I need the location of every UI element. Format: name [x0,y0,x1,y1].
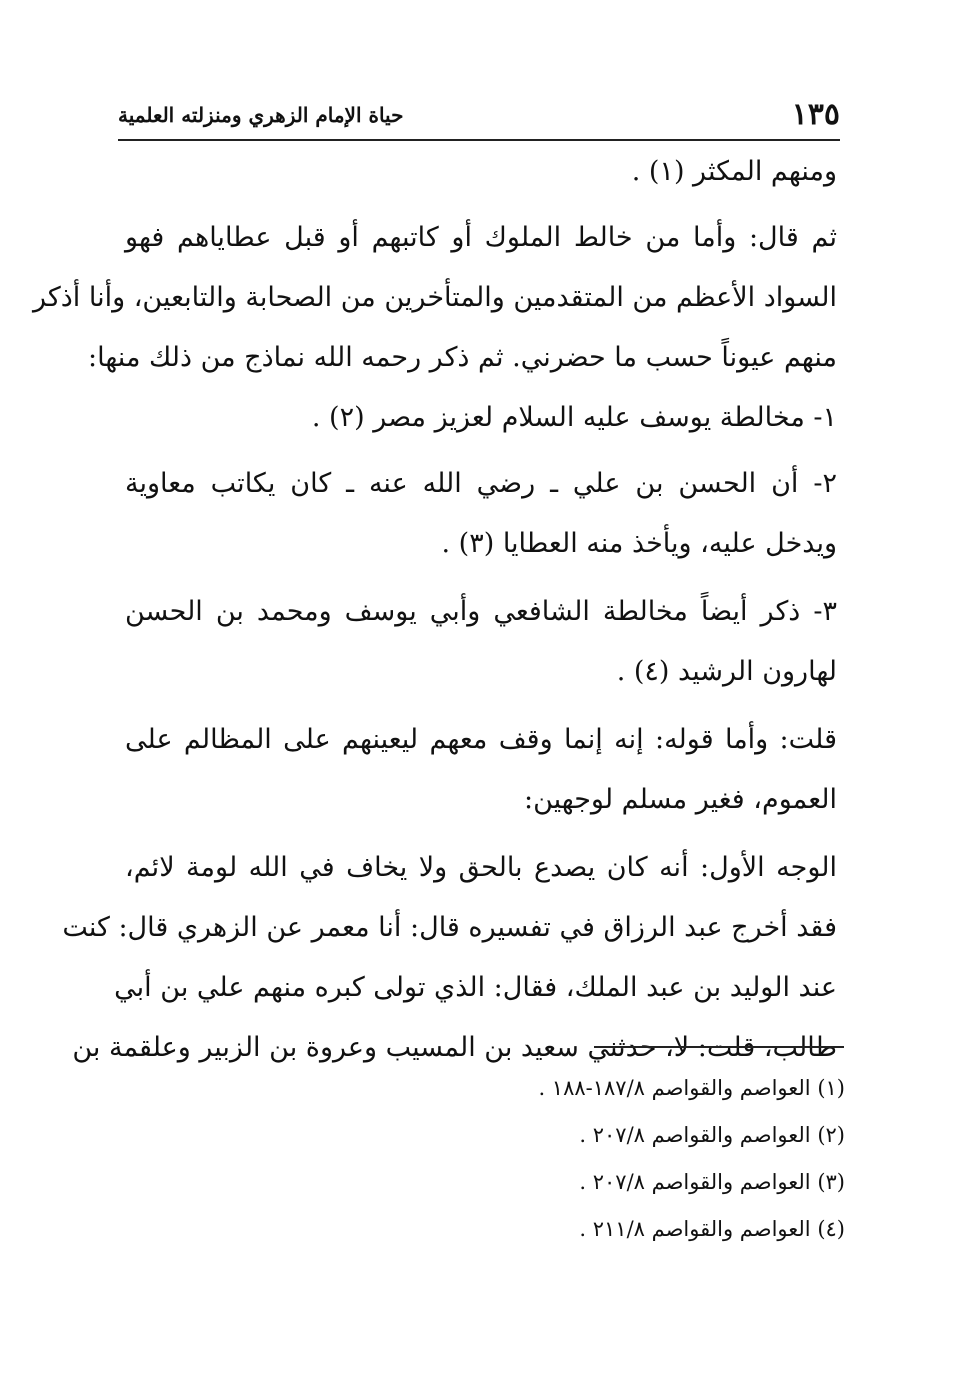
footnote: (٤) العواصم والقواصم ٢١١/٨ . [579,1217,845,1241]
footnote: (١) العواصم والقواصم ١٨٧/٨-١٨٨ . [538,1076,845,1100]
text-line: ثم قال: وأما من خالط الملوك أو كاتبهم أو قبل عطاياهم فهو [125,222,837,253]
text-line: لهارون الرشيد (٤) . [616,656,837,687]
text-line: العموم، فغير مسلم لوجهين: [523,784,837,815]
page-number: ١٣٥ [791,97,840,132]
text-line: الوجه الأول: أنه كان يصدع بالحق ولا يخاف في الله لومة لائم، [125,852,837,883]
footnotes [400,1072,845,1260]
text-line: ويدخل عليه، ويأخذ منه العطايا (٣) . [441,528,837,559]
footnote: (٢) العواصم والقواصم ٢٠٧/٨ . [579,1123,845,1147]
text-line: ٢- أن الحسن بن علي ـ رضي الله عنه ـ كان يكاتب معاوية [125,468,837,499]
text-line: منهم عيوناً حسب ما حضرني. ثم ذكر رحمه الله نماذج من ذلك منها: [88,342,837,373]
body-text [32,142,837,1078]
text-line: عند الوليد بن عبد الملك، فقال: الذي تولى كبره منهم علي بن أبي [114,972,837,1003]
text-line: قلت: وأما قوله: إنه إنما وقف معهم ليعينهم على المظالم على [125,724,837,755]
page-header [118,95,840,135]
footnote-rule [594,1046,844,1048]
footnote: (٣) العواصم والقواصم ٢٠٧/٨ . [579,1170,845,1194]
text-line: ١- مخالطة يوسف عليه السلام لعزيز مصر (٢) . [311,402,837,433]
text-line: ومنهم المكثر (١) . [631,156,837,187]
running-title: حياة الإمام الزهري ومنزلته العلمية [118,103,404,127]
text-line: فقد أخرج عبد الرزاق في تفسيره قال: أنا معمر عن الزهري قال: كنت [62,912,837,943]
header-rule [118,139,840,141]
text-line: السواد الأعظم من المتقدمين والمتأخرين من الصحابة والتابعين، وأنا أذكر [32,282,837,313]
text-line: ٣- ذكر أيضاً مخالطة الشافعي وأبي يوسف ومحمد بن الحسن [125,596,837,627]
text-line: طالب، قلت: لا، حدثني سعيد بن المسيب وعروة بن الزبير وعلقمة بن [72,1032,837,1063]
